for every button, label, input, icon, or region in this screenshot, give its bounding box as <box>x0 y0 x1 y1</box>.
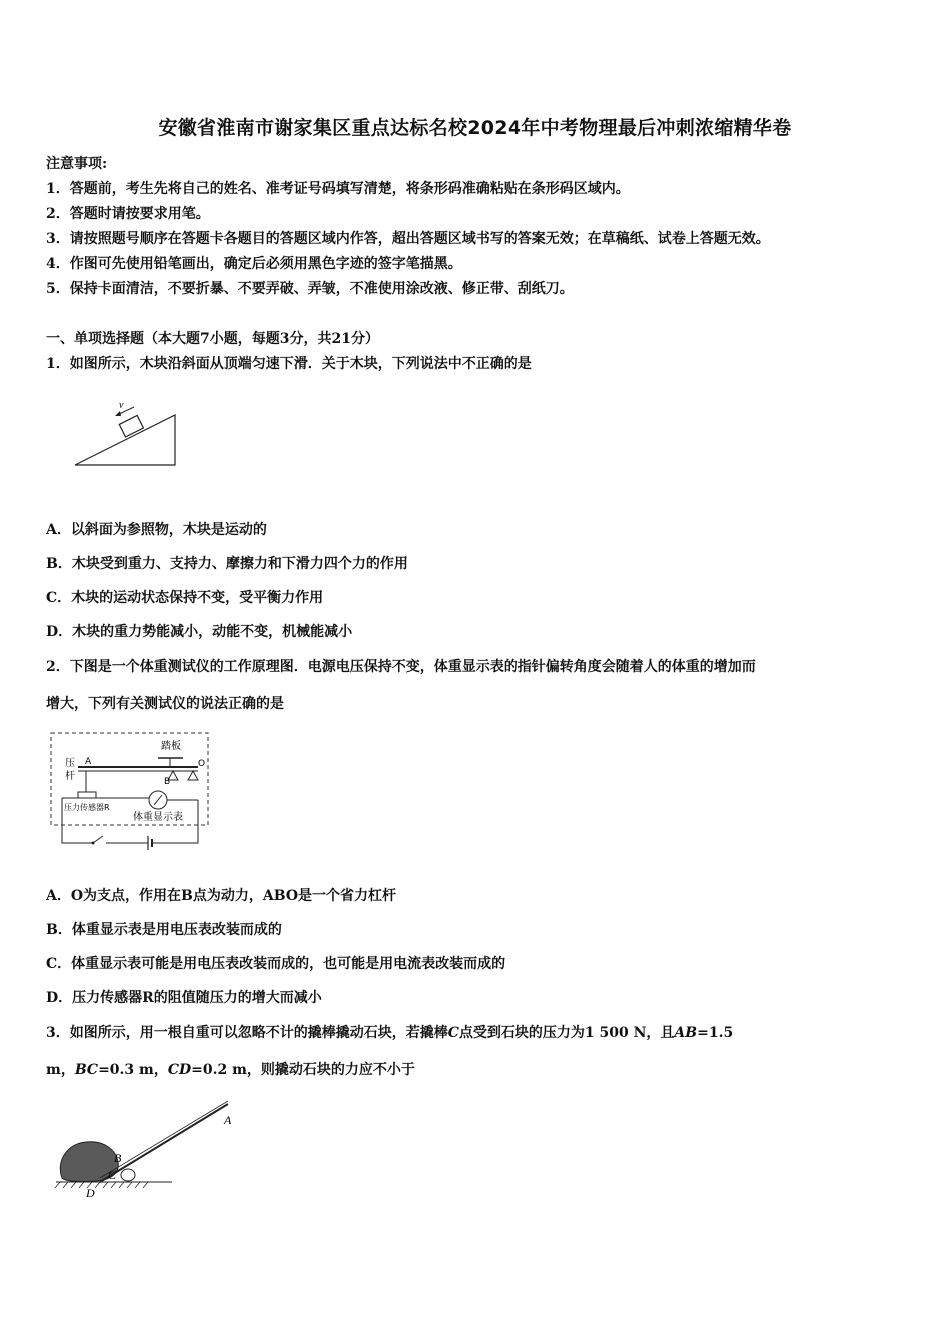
q2-stem-line1: 2．下图是一个体重测试仪的工作原理图．电源电压保持不变，体重显示表的指针偏转角度会随着人的体重的增加而 <box>46 659 756 675</box>
arrow-head-icon <box>115 411 121 416</box>
notice-item: 2．答题时请按要求用笔。 <box>46 206 210 222</box>
rod-label-1: 压 <box>65 758 75 769</box>
ground-hatch <box>55 1182 148 1188</box>
velocity-label: v <box>119 400 124 411</box>
meter-label: 体重显示表 <box>133 812 183 823</box>
fulcrum-stone <box>121 1169 135 1181</box>
q2-option-a: A．O为支点，作用在B点为动力，ABO是一个省力杠杆 <box>46 888 397 904</box>
switch-icon <box>93 836 103 843</box>
notice-item: 4．作图可先使用铅笔画出，确定后必须用黑色字迹的签字笔描黑。 <box>46 256 462 272</box>
notice-item: 5．保持卡面清洁，不要折暴、不要弄破、弄皱，不准使用涂改液、修正带、刮纸刀。 <box>46 281 574 297</box>
notice-heading: 注意事项: <box>46 156 108 172</box>
notice-item: 3．请按照题号顺序在答题卡各题目的答题区域内作答，超出答题区域书写的答案无效；在草稿纸、试卷上答题无效。 <box>46 231 770 247</box>
pivot-o <box>188 771 198 780</box>
q3-stem-line1: 3．如图所示，用一根自重可以忽略不计的撬棒撬动石块，若撬棒C点受到石块的压力为1 500 N，且AB=1.5 <box>46 1025 734 1041</box>
q3-stem-line2: m，BC=0.3 m，CD=0.2 m，则撬动石块的力应不小于 <box>46 1062 415 1078</box>
pedal-label: 踏板 <box>161 741 181 752</box>
label-d: D <box>86 1186 95 1200</box>
q1-option-b: B．木块受到重力、支持力、摩擦力和下滑力四个力的作用 <box>46 556 408 572</box>
q2-option-c: C．体重显示表可能是用电压表改装而成的，也可能是用电流表改装而成的 <box>46 956 506 972</box>
crowbar <box>100 1104 228 1182</box>
q2-option-b: B．体重显示表是用电压表改装而成的 <box>46 922 282 938</box>
q1-option-c: C．木块的运动状态保持不变，受平衡力作用 <box>46 590 324 606</box>
section-heading: 一、单项选择题（本大题7小题，每题3分，共21分） <box>46 331 379 347</box>
q1-incline-figure <box>70 398 180 470</box>
sensor-block <box>78 792 96 798</box>
label-a: A <box>85 757 92 767</box>
label-o: O <box>198 759 206 769</box>
rod-label-2: 杆 <box>65 771 75 782</box>
label-b: B <box>114 1151 122 1165</box>
q2-stem-line2: 增大，下列有关测试仪的说法正确的是 <box>46 696 284 712</box>
q1-stem: 1．如图所示，木块沿斜面从顶端匀速下滑．关于木块，下列说法中不正确的是 <box>46 356 532 372</box>
q2-option-d: D．压力传感器R的阻值随压力的增大而减小 <box>46 990 322 1006</box>
sensor-label: 压力传感器R <box>64 803 110 812</box>
wood-block <box>119 415 143 436</box>
label-b: B <box>164 777 171 787</box>
page-title: 安徽省淮南市谢家集区重点达标名校2024年中考物理最后冲刺浓缩精华卷 <box>158 117 792 139</box>
label-a: A <box>224 1113 232 1127</box>
q1-option-d: D．木块的重力势能减小，动能不变，机械能减小 <box>46 624 353 640</box>
q2-circuit-figure <box>48 730 212 854</box>
label-c: C <box>108 1168 117 1182</box>
q3-lever-figure <box>52 1098 242 1202</box>
notice-item: 1．答题前，考生先将自己的姓名、准考证号码填写清楚，将条形码准确粘贴在条形码区域内。 <box>46 181 630 197</box>
q1-option-a: A．以斜面为参照物，木块是运动的 <box>46 522 267 538</box>
